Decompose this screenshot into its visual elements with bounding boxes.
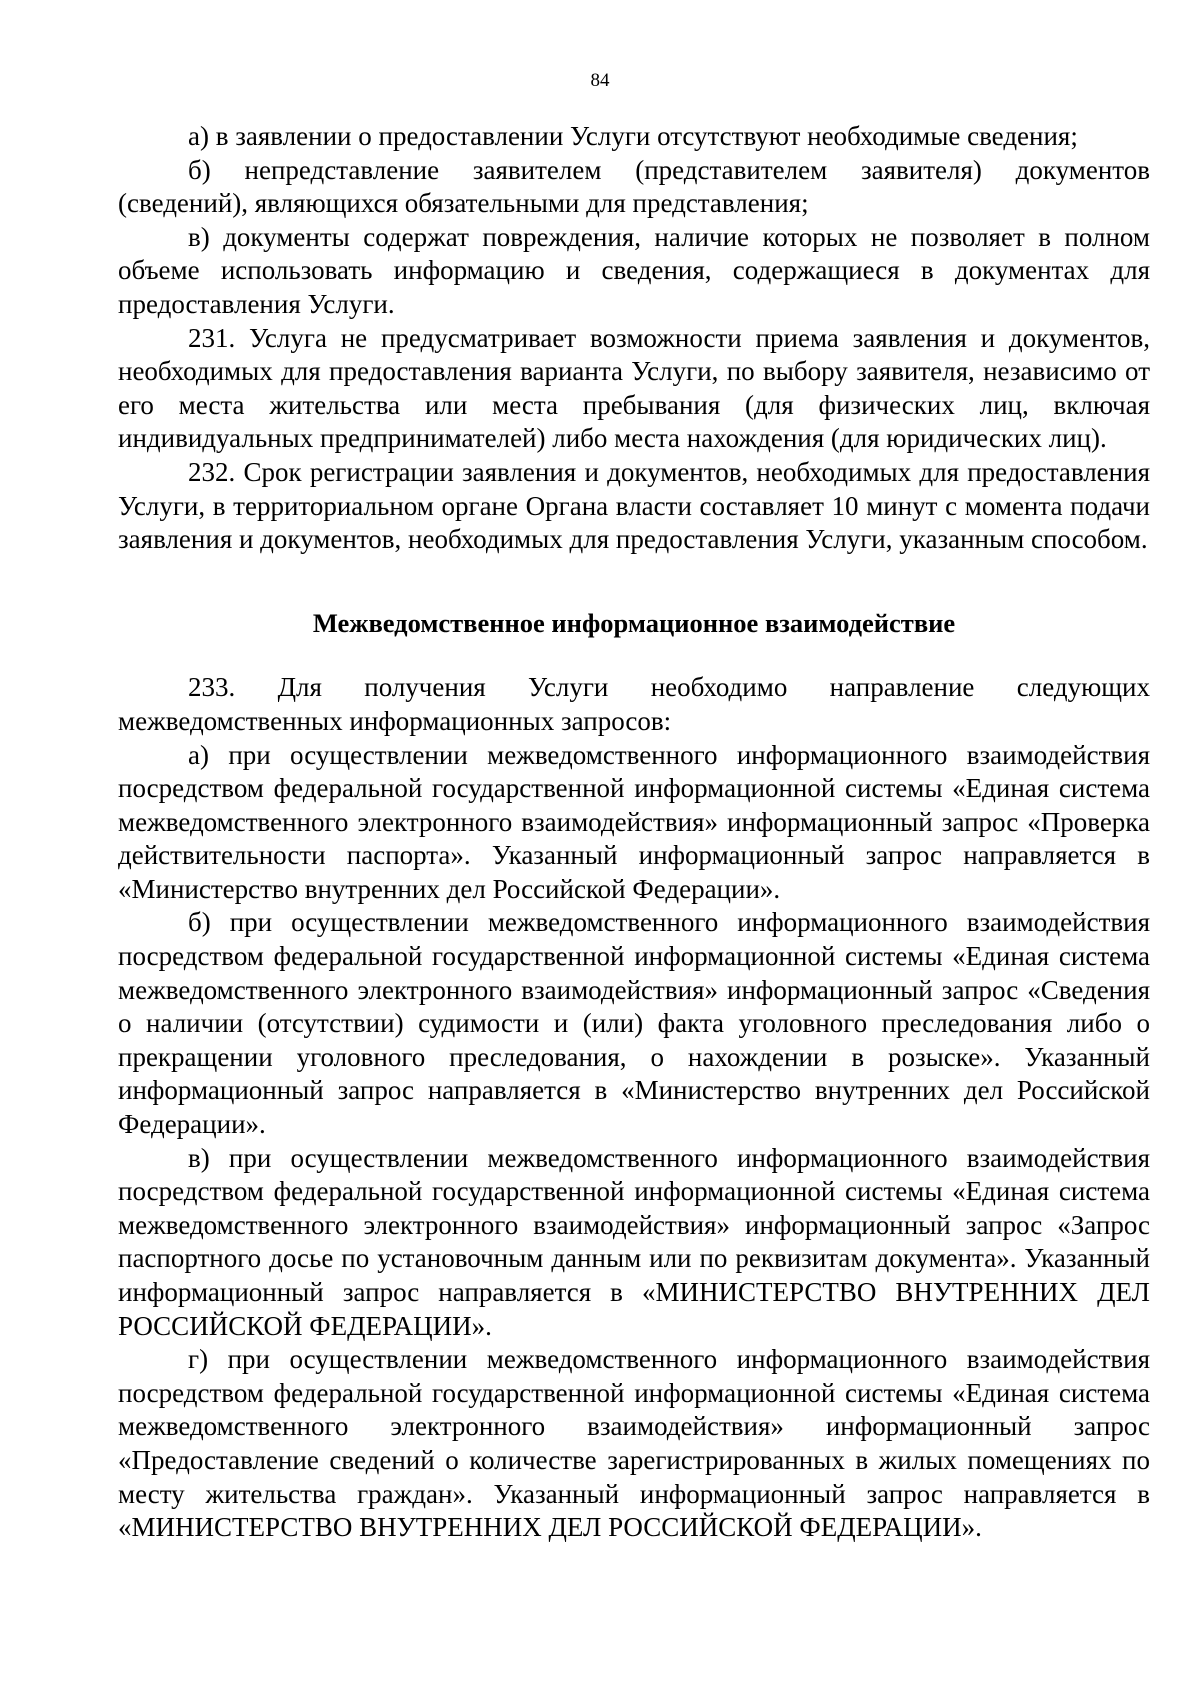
paragraph-233-item-a: а) при осуществлении межведомственного информационного взаимодействия посредством федеральной государственной информационной системы «Единая система межведомственного электронного взаимодействия» информационный запрос «Проверка действительности паспорта». Указанный информационный запрос направляется в «Министерство внутренних дел Российской Федерации». xyxy=(118,739,1150,904)
paragraph-item-a-missing-info: а) в заявлении о предоставлении Услуги отсутствуют необходимые сведения; xyxy=(188,121,1078,151)
paragraph-231: 231. Услуга не предусматривает возможности приема заявления и документов, необходимых для предоставления варианта Услуги, по выбору заявителя, независимо от его места жительства или места пребывания (для физических лиц, включая индивидуальных предпринимателей) либо места нахождения (для юридических лиц). xyxy=(118,322,1150,454)
paragraph-233-item-b: б) при осуществлении межведомственного информационного взаимодействия посредством федеральной государственной информационной системы «Единая система межведомственного электронного взаимодействия» информационный запрос «Сведения о наличии (отсутствии) судимости и (или) факта уголовного преследования либо о прекращении уголовного преследования, о нахождении в розыске». Указанный информационный запрос направляется в «Министерство внутренних дел Российской Федерации». xyxy=(118,907,1150,1140)
paragraph-233-item-c: в) при осуществлении межведомственного информационного взаимодействия посредством федеральной государственной информационной системы «Единая система межведомственного электронного взаимодействия» информационный запрос «Запрос паспортного досье по установочным данным или по реквизитам документа». Указанный информационный запрос направляется в «МИНИСТЕРСТВО ВНУТРЕННИХ ДЕЛ РОССИЙСКОЙ ФЕДЕРАЦИИ». xyxy=(118,1142,1150,1341)
page-number: 84 xyxy=(590,70,610,91)
paragraph-233-item-d: г) при осуществлении межведомственного информационного взаимодействия посредством федеральной государственной информационной системы «Единая система межведомственного электронного взаимодействия» информационный запрос «Предоставление сведений о количестве зарегистрированных в жилых помещениях по месту жительства граждан». Указанный информационный запрос направляется в «МИНИСТЕРСТВО ВНУТРЕННИХ ДЕЛ РОССИЙСКОЙ ФЕДЕРАЦИИ». xyxy=(118,1344,1150,1543)
document-body xyxy=(118,120,1150,1545)
paragraph-232: 232. Срок регистрации заявления и документов, необходимых для предоставления Услуги, в территориальном органе Органа власти составляет 10 минут с момента подачи заявления и документов, необходимых для предоставления Услуги, указанным способом. xyxy=(118,456,1150,555)
paragraph-233: 233. Для получения Услуги необходимо направление следующих межведомственных информационных запросов: xyxy=(118,672,1150,736)
paragraph-item-b-missing-documents: б) непредставление заявителем (представителем заявителя) документов (сведений), являющихся обязательными для представления; xyxy=(118,154,1150,219)
section-heading: Межведомственное информационное взаимодействие xyxy=(312,607,956,638)
paragraph-item-c-damaged-documents: в) документы содержат повреждения, наличие которых не позволяет в полном объеме использовать информацию и сведения, содержащиеся в документах для предоставления Услуги. xyxy=(118,221,1150,319)
